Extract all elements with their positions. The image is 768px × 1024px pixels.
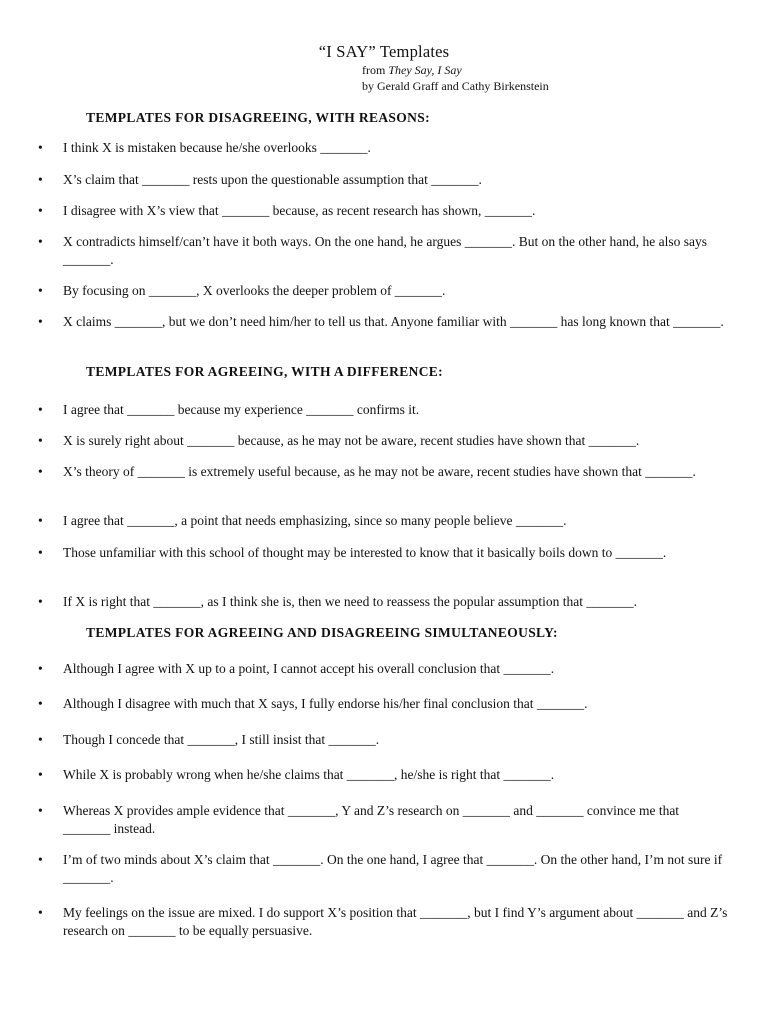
source-line: [362, 63, 462, 78]
list-item: [38, 202, 728, 220]
bullet: •: [38, 433, 43, 448]
bullet: •: [38, 545, 43, 560]
template-text: I think X is mistaken because he/she overlooks _______.: [63, 140, 371, 155]
list-item: [38, 593, 728, 611]
list-item: [38, 313, 728, 331]
authors-line: by Gerald Graff and Cathy Birkenstein: [362, 79, 549, 93]
template-text: Although I agree with X up to a point, I cannot accept his overall conclusion that _______.: [63, 661, 555, 676]
list-item: [38, 660, 728, 678]
bullet: •: [38, 464, 43, 479]
bullet: •: [38, 594, 43, 609]
template-text: X’s claim that _______ rests upon the questionable assumption that _______.: [63, 172, 482, 187]
bullet: •: [38, 402, 43, 417]
section-heading: TEMPLATES FOR AGREEING AND DISAGREEING SIMULTANEOUSLY:: [86, 625, 558, 640]
source-prefix: from: [362, 63, 389, 77]
template-text: X claims _______, but we don’t need him/her to tell us that. Anyone familiar with _______ has long known that _______.: [63, 314, 724, 329]
section-heading: TEMPLATES FOR AGREEING, WITH A DIFFERENCE:: [86, 364, 444, 379]
list-item: [38, 731, 728, 749]
bullet: •: [38, 852, 43, 867]
template-text: Whereas X provides ample evidence that _______, Y and Z’s research on _______ and _______ convince me that _______ instead.: [63, 803, 680, 836]
bullet: •: [38, 203, 43, 218]
template-text: I disagree with X’s view that _______ because, as recent research has shown, _______.: [63, 203, 536, 218]
template-text: I agree that _______, a point that needs emphasizing, since so many people believe _______.: [63, 513, 567, 528]
bullet: •: [38, 140, 43, 155]
template-text: By focusing on _______, X overlooks the deeper problem of _______.: [63, 283, 446, 298]
page-title: “I SAY” Templates: [318, 42, 450, 61]
list-item: [38, 512, 728, 530]
list-item: [38, 695, 728, 713]
bullet: •: [38, 661, 43, 676]
bullet: •: [38, 767, 43, 782]
bullet: •: [38, 314, 43, 329]
template-text: I’m of two minds about X’s claim that _______. On the one hand, I agree that _______. On the other hand, I’m not sure if _______.: [63, 852, 723, 885]
template-text: I agree that _______ because my experience _______ confirms it.: [63, 402, 420, 417]
bullet: •: [38, 283, 43, 298]
list-item: [38, 139, 728, 157]
template-text: Although I disagree with much that X says, I fully endorse his/her final conclusion that _______.: [63, 696, 588, 711]
template-text: Though I concede that _______, I still insist that _______.: [63, 732, 380, 747]
template-text: Those unfamiliar with this school of thought may be interested to know that it basically boils down to _______.: [63, 545, 667, 560]
list-item: [38, 904, 728, 940]
list-item: [38, 432, 728, 450]
template-text: X contradicts himself/can’t have it both ways. On the one hand, he argues _______. But on the other hand, he also says _______.: [63, 234, 707, 267]
list-item: [38, 463, 728, 481]
bullet: •: [38, 803, 43, 818]
template-text: If X is right that _______, as I think she is, then we need to reassess the popular assumption that _______.: [63, 594, 638, 609]
bullet: •: [38, 172, 43, 187]
template-text: X is surely right about _______ because, as he may not be aware, recent studies have shown that _______.: [63, 433, 640, 448]
book-title: They Say, I Say: [388, 63, 462, 77]
list-item: [38, 851, 728, 887]
bullet: •: [38, 234, 43, 249]
bullet: •: [38, 696, 43, 711]
bullet: •: [38, 905, 43, 920]
list-item: [38, 802, 728, 838]
template-text: X’s theory of _______ is extremely useful because, as he may not be aware, recent studies have shown that _______.: [63, 464, 696, 479]
bullet: •: [38, 732, 43, 747]
template-text: While X is probably wrong when he/she claims that _______, he/she is right that _______.: [63, 767, 555, 782]
section-heading: TEMPLATES FOR DISAGREEING, WITH REASONS:: [86, 110, 430, 125]
list-item: [38, 233, 728, 269]
list-item: [38, 544, 728, 562]
list-item: [38, 171, 728, 189]
list-item: [38, 282, 728, 300]
list-item: [38, 766, 728, 784]
bullet: •: [38, 513, 43, 528]
list-item: [38, 401, 728, 419]
template-text: My feelings on the issue are mixed. I do support X’s position that _______, but I find Y’s argument about _______ and Z’s research on _______ to be equally persuasive.: [63, 905, 728, 938]
